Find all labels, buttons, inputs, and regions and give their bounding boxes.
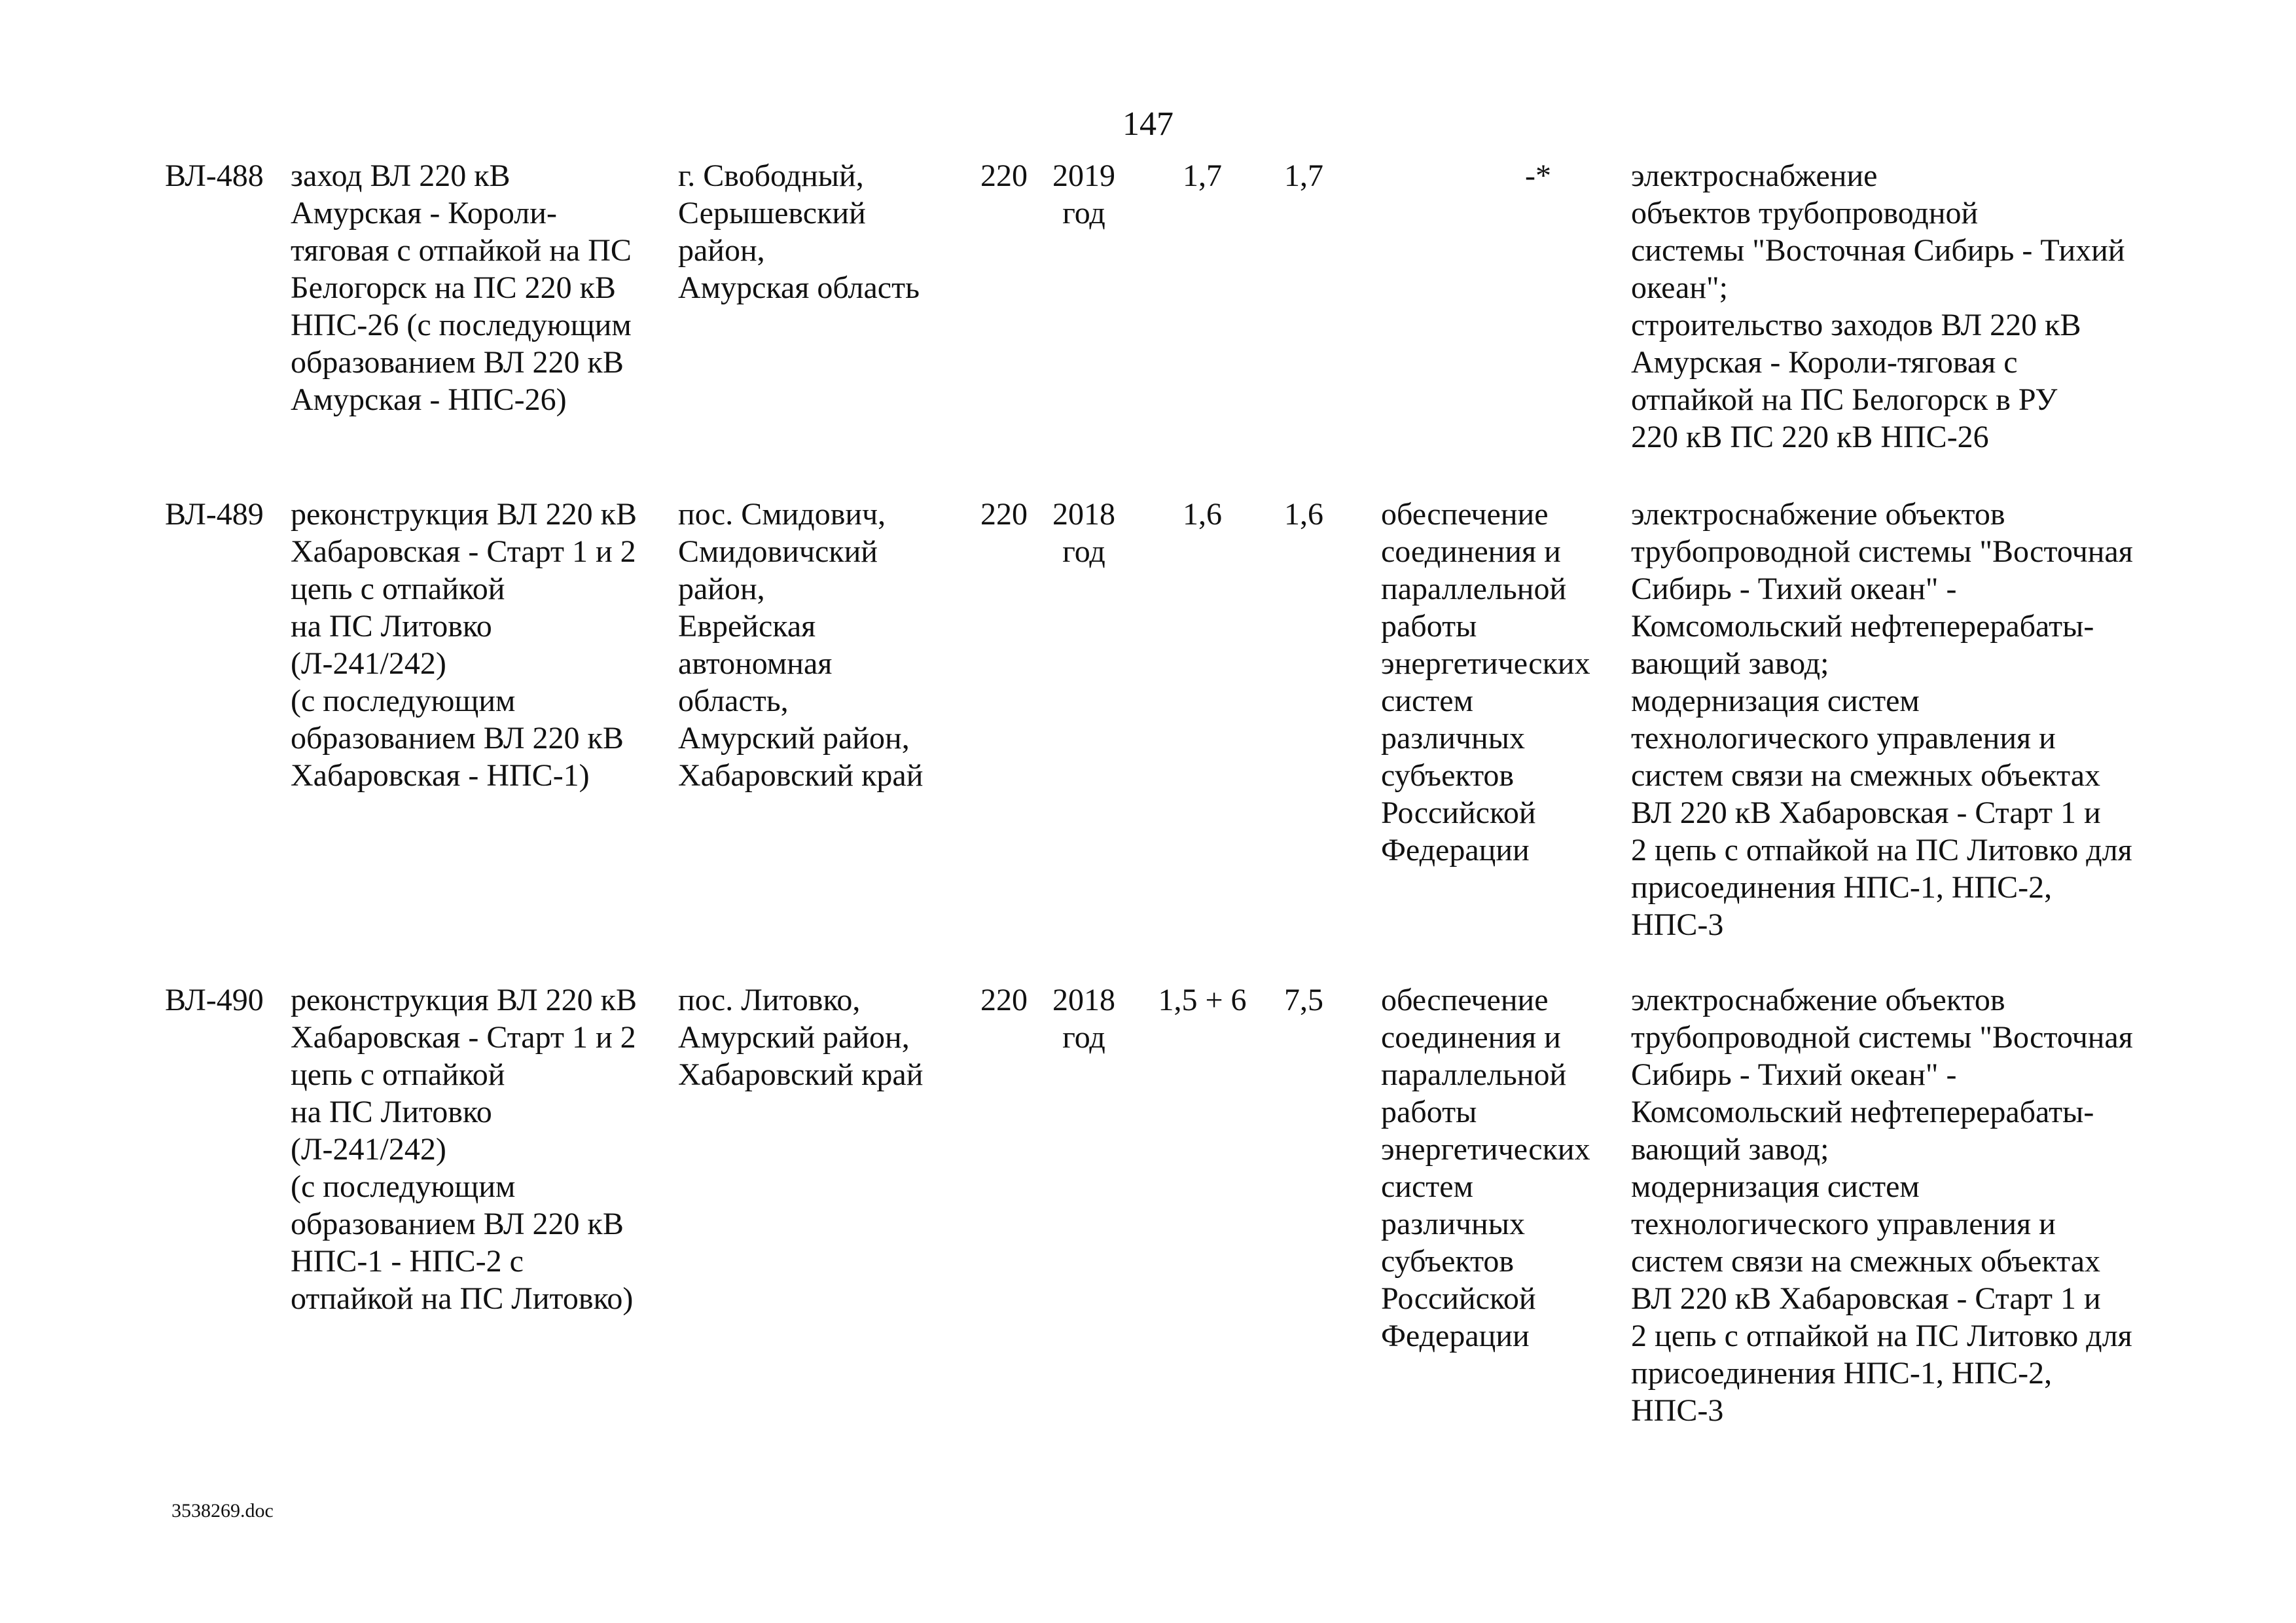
line-length-parts: 1,5 + 6 xyxy=(1158,983,1247,1017)
line-name: реконструкция ВЛ 220 кВ Хабаровская - Старт 1 и 2 цепь с отпайкой на ПС Литовко (Л-241/242) (с последующим образованием ВЛ 220 кВ НПС-1 - НПС-2 с отпайкой на ПС Литовко) xyxy=(291,983,637,1316)
line-code: ВЛ-489 xyxy=(165,497,264,532)
line-length-parts: 1,7 xyxy=(1183,158,1222,193)
line-purpose: электроснабжение объектов трубопроводной системы "Восточная Сибирь - Тихий океан" - Комсомольский нефтеперерабаты- вающий завод; модернизация систем технологического управления и систем связи на смежных объектах ВЛ 220 кВ Хабаровская - Старт 1 и 2 цепь с отпайкой на ПС Литовко для присоединения НПС-1, НПС-2, НПС-3 xyxy=(1631,983,2133,1428)
line-goal: -* xyxy=(1525,158,1551,193)
line-goal: обеспечение соединения и параллельной работы энергетических систем различных субъектов Российской Федерации xyxy=(1381,497,1590,867)
commission-year: 2018 год xyxy=(1052,983,1115,1055)
line-goal: обеспечение соединения и параллельной работы энергетических систем различных субъектов Российской Федерации xyxy=(1381,983,1590,1353)
line-purpose: электроснабжение объектов трубопроводной системы "Восточная Сибирь - Тихий океан"; строительство заходов ВЛ 220 кВ Амурская - Короли-тяговая с отпайкой на ПС Белогорск в РУ 220 кВ ПС 220 кВ НПС-26 xyxy=(1631,158,2125,454)
line-code: ВЛ-488 xyxy=(165,158,264,193)
line-voltage: 220 xyxy=(980,983,1028,1017)
line-name: реконструкция ВЛ 220 кВ Хабаровская - Старт 1 и 2 цепь с отпайкой на ПС Литовко (Л-241/242) (с последующим образованием ВЛ 220 кВ Хабаровская - НПС-1) xyxy=(291,497,637,793)
line-purpose: электроснабжение объектов трубопроводной системы "Восточная Сибирь - Тихий океан" - Комсомольский нефтеперерабаты- вающий завод; модернизация систем технологического управления и систем связи на смежных объектах ВЛ 220 кВ Хабаровская - Старт 1 и 2 цепь с отпайкой на ПС Литовко для присоединения НПС-1, НПС-2, НПС-3 xyxy=(1631,497,2133,942)
line-location: г. Свободный, Серышевский район, Амурская область xyxy=(678,158,920,305)
line-location: пос. Литовко, Амурский район, Хабаровский край xyxy=(678,983,924,1092)
line-code: ВЛ-490 xyxy=(165,983,264,1017)
line-location: пос. Смидович, Смидовичский район, Еврейская автономная область, Амурский район, Хабаровский край xyxy=(678,497,924,793)
line-length-total: 1,6 xyxy=(1284,497,1323,532)
line-voltage: 220 xyxy=(980,497,1028,532)
line-length-total: 7,5 xyxy=(1284,983,1323,1017)
document-file-id: 3538269.doc xyxy=(171,1500,274,1522)
page-number: 147 xyxy=(1122,105,1174,143)
line-length-total: 1,7 xyxy=(1284,158,1323,193)
line-name: заход ВЛ 220 кВ Амурская - Короли- тяговая с отпайкой на ПС Белогорск на ПС 220 кВ НПС-26 (с последующим образованием ВЛ 220 кВ Амурская - НПС-26) xyxy=(291,158,632,417)
line-length-parts: 1,6 xyxy=(1183,497,1222,532)
line-voltage: 220 xyxy=(980,158,1028,193)
commission-year: 2018 год xyxy=(1052,497,1115,569)
commission-year: 2019 год xyxy=(1052,158,1115,230)
